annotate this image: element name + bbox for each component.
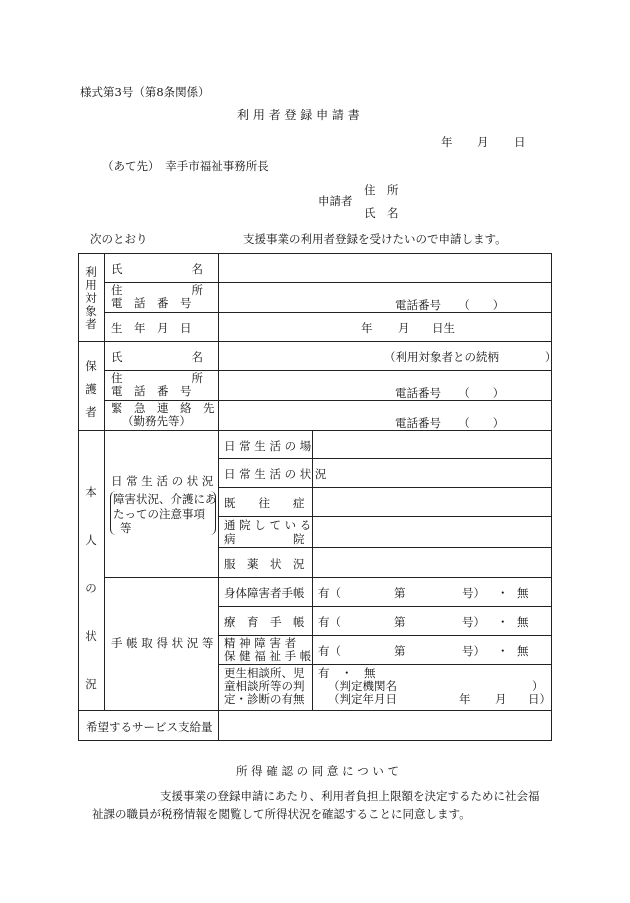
- daily-note-3: 等: [120, 521, 132, 535]
- counseling-has-none: 有 ・ 無: [318, 666, 376, 680]
- daily-place-label: 日 常 生 活 の 場: [224, 439, 312, 453]
- mental-dot: ・: [497, 644, 509, 658]
- ryoiku-number-suffix: 号）: [462, 615, 485, 629]
- addressee: （あて先） 幸手市福祉事務所長: [102, 159, 269, 173]
- physical-has: 有（: [318, 586, 341, 600]
- guardian-address-label: 住 所: [111, 371, 203, 385]
- form-number: 様式第3号（第8条関係）: [80, 85, 210, 99]
- daily-status-label: 日 常 生 活 の 状 況: [224, 467, 327, 481]
- judge-year: 年: [459, 692, 471, 706]
- date-day: 日: [514, 135, 526, 149]
- consent-line-2: 祉課の職員が税務情報を閲覧して所得状況を確認することに同意します。: [92, 807, 471, 821]
- emergency-label: 緊 急 連 絡 先: [111, 401, 215, 415]
- desired-service-label: 希望するサービス支給量: [86, 720, 213, 734]
- mental-none: 無: [517, 644, 529, 658]
- mental-number-prefix: 第: [394, 644, 406, 658]
- user-name-label: 氏 名: [111, 262, 203, 276]
- ryoiku-has: 有（: [318, 615, 341, 629]
- applicant-name-label: 氏 名: [364, 206, 399, 220]
- guardian-relation: （利用対象者との続柄 ）: [384, 350, 557, 364]
- counseling-label-1: 更生相談所、児: [224, 666, 305, 680]
- birthdate-year: 年: [361, 321, 373, 335]
- physical-handbook-label: 身体障害者手帳: [224, 586, 305, 600]
- mental-handbook-label-1: 精 神 障 害 者: [224, 636, 297, 650]
- medical-history-label: 既 往 症: [224, 496, 305, 510]
- counseling-label-3: 定・診断の有無: [224, 692, 305, 706]
- physical-dot: ・: [497, 586, 509, 600]
- clinic-label-1: 通 院 し て い る: [224, 518, 312, 532]
- medication-label: 服 薬 状 況: [224, 557, 305, 571]
- consent-heading: 所 得 確 認 の 同 意 に つ い て: [236, 764, 400, 778]
- judge-month: 月: [495, 692, 507, 706]
- birthdate-day: 日生: [432, 321, 455, 335]
- user-address-label: 住 所: [111, 283, 203, 297]
- clinic-label-2: 病 院: [224, 532, 305, 546]
- form-title: 利 用 者 登 録 申 請 書: [237, 108, 360, 122]
- user-phone-value: 電話番号 （ ）: [395, 298, 505, 312]
- guardian-name-label: 氏 名: [111, 350, 203, 364]
- judge-org-close: ）: [532, 679, 544, 693]
- section-status: 本人の状況: [85, 485, 97, 691]
- user-birthdate-label: 生 年 月 日: [111, 321, 192, 335]
- ryoiku-dot: ・: [497, 615, 509, 629]
- mental-has: 有（: [318, 644, 341, 658]
- judge-date: （判定年月日: [328, 692, 397, 706]
- ryoiku-none: 無: [517, 615, 529, 629]
- physical-number-suffix: 号）: [462, 586, 485, 600]
- applicant-address-label: 住 所: [364, 183, 399, 197]
- emergency-phone-value: 電話番号 （ ）: [395, 416, 505, 430]
- counseling-label-2: 童相談所等の判: [224, 679, 305, 693]
- mental-number-suffix: 号）: [462, 644, 485, 658]
- ryoiku-handbook-label: 療 育 手 帳: [224, 615, 305, 629]
- date-year: 年: [441, 135, 453, 149]
- physical-number-prefix: 第: [394, 586, 406, 600]
- daily-note-1: 障害状況、介護にあ: [113, 492, 217, 506]
- birthdate-month: 月: [398, 321, 410, 335]
- consent-line-1: 支援事業の登録申請にあたり、利用者負担上限額を決定するために社会福: [160, 789, 540, 803]
- mental-handbook-label-2: 保 健 福 祉 手 帳: [224, 649, 312, 663]
- user-phone-label: 電 話 番 号: [111, 296, 192, 310]
- handbook-label: 手 帳 取 得 状 況 等: [111, 636, 214, 650]
- physical-none: 無: [517, 586, 529, 600]
- judge-day: 日）: [528, 692, 551, 706]
- section-user: 利用対象者: [85, 265, 97, 331]
- ryoiku-number-prefix: 第: [394, 615, 406, 629]
- daily-life-label: 日 常 生 活 の 状 況: [111, 474, 214, 488]
- guardian-phone-label: 電 話 番 号: [111, 384, 192, 398]
- date-month: 月: [477, 135, 489, 149]
- guardian-phone-value: 電話番号 （ ）: [395, 386, 505, 400]
- section-guardian: 保護者: [85, 359, 97, 419]
- intro-left: 次のとおり: [90, 232, 148, 246]
- daily-note-2: たっての注意事項: [113, 507, 205, 521]
- intro-right: 支援事業の利用者登録を受けたいので申請します。: [243, 232, 507, 246]
- workplace-label: （勤務先等）: [122, 414, 191, 428]
- judge-org: （判定機関名: [328, 679, 397, 693]
- applicant-label: 申請者: [318, 194, 353, 208]
